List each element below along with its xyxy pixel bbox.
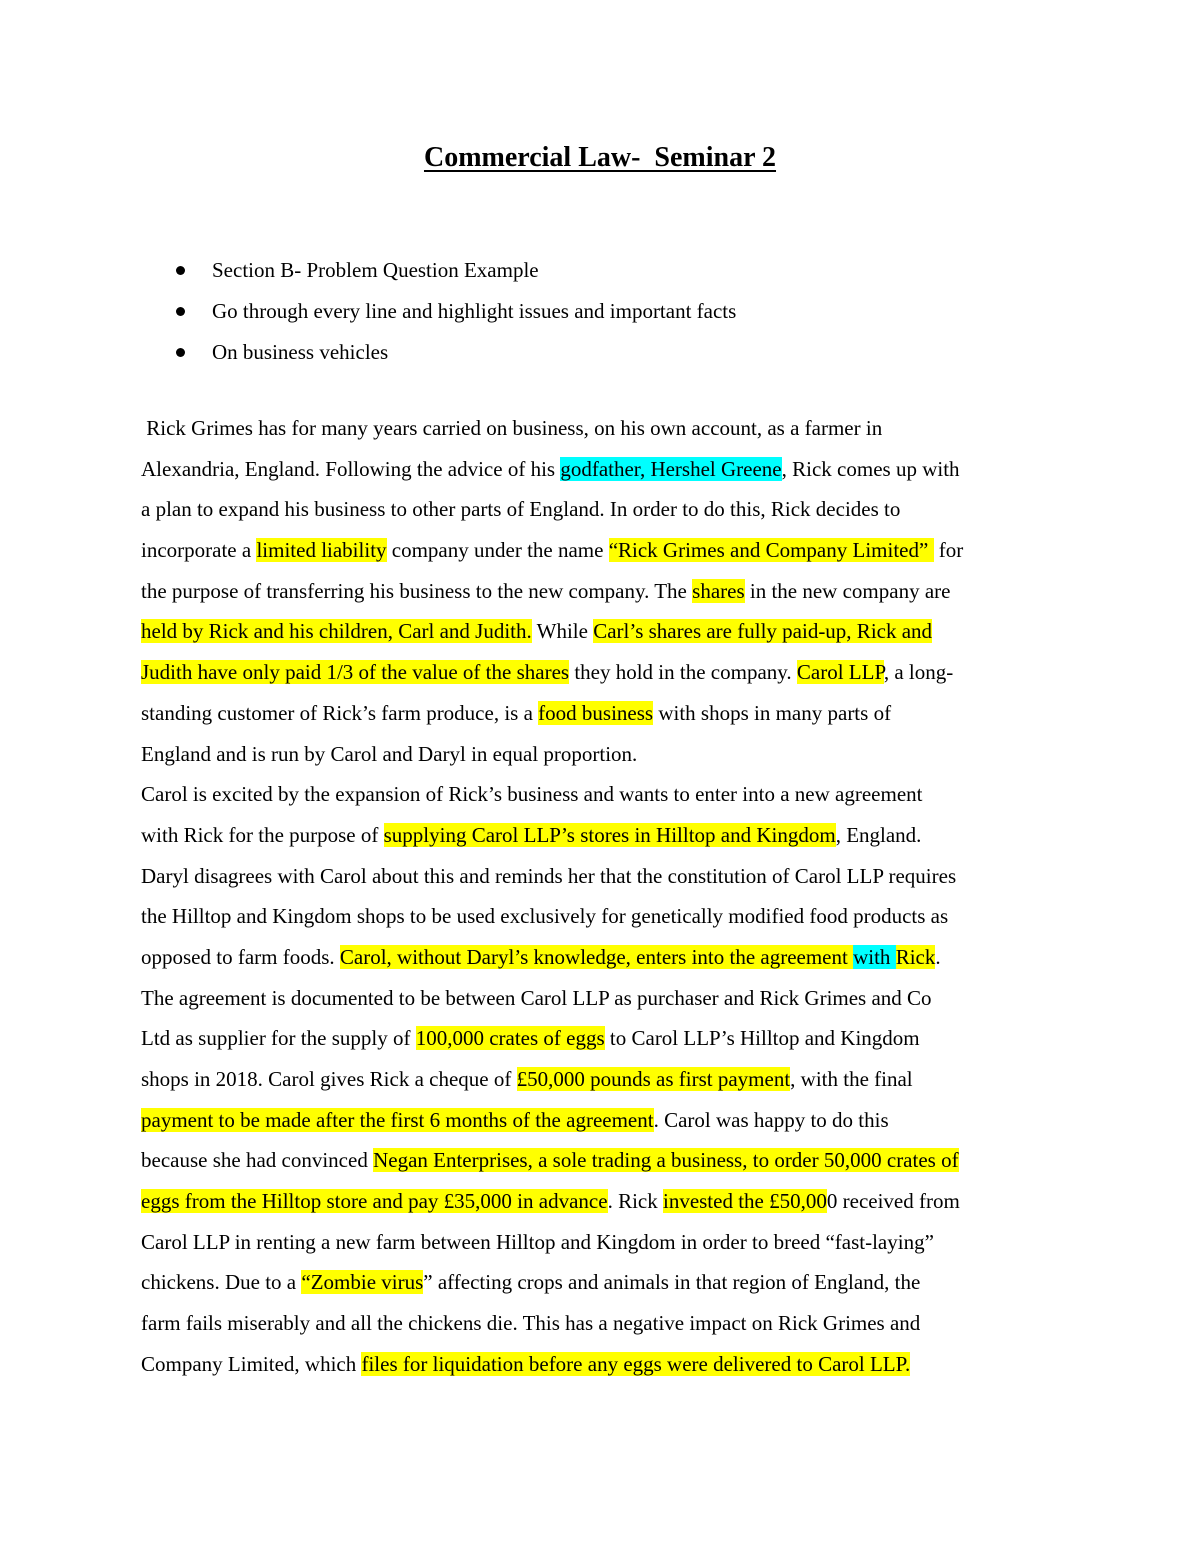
highlighted-text-yellow: invested the £50,00 xyxy=(662,1189,827,1214)
text-segment: . Carol was happy to do this xyxy=(653,1107,889,1132)
text-line xyxy=(141,1140,1071,1181)
text-segment: Carol LLP in renting a new farm between Hilltop and Kingdom in order to breed “fast-laying” xyxy=(141,1229,934,1254)
bullet-item xyxy=(168,332,736,373)
text-line xyxy=(141,571,1071,612)
text-segment: Rick Grimes has for many years carried on business, on his own account, as a farmer in xyxy=(141,416,883,440)
text-segment: England and is run by Carol and Daryl in equal proportion. xyxy=(141,741,638,766)
highlighted-text-yellow: 100,000 crates of eggs xyxy=(415,1026,605,1051)
text-line xyxy=(141,1303,1071,1344)
text-segment: . xyxy=(935,944,941,969)
text-segment: opposed to farm foods. xyxy=(141,944,340,969)
text-segment: , with the final xyxy=(790,1067,913,1091)
text-line xyxy=(141,1222,1071,1263)
text-segment: Alexandria, England. Following the advice of his xyxy=(141,456,561,481)
text-segment: the purpose of transferring his business to the new company. The xyxy=(141,578,693,603)
highlighted-text-yellow: held by Rick and his children, Carl and Judith. xyxy=(141,619,532,644)
highlighted-text-yellow: Carol, without Daryl’s knowledge, enters into the agreement xyxy=(339,944,854,969)
text-line xyxy=(141,774,1071,815)
bullet-item xyxy=(168,291,736,332)
highlighted-text-yellow: food business xyxy=(538,700,654,725)
text-segment: While xyxy=(531,619,594,644)
highlighted-text-yellow: Negan Enterprises, a sole trading a business, to order 50,000 crates of xyxy=(373,1148,959,1173)
text-segment: company under the name xyxy=(386,538,609,563)
text-line xyxy=(141,1344,1071,1385)
text-line xyxy=(141,856,1071,897)
problem-question-text xyxy=(141,408,1071,1385)
text-segment: , Rick comes up with xyxy=(781,456,960,481)
highlighted-text-yellow: “Zombie virus xyxy=(301,1270,424,1295)
text-segment: incorporate a xyxy=(141,538,257,563)
text-segment: a plan to expand his business to other parts of England. In order to do this, Rick decides to xyxy=(141,497,901,522)
highlighted-text-yellow: Judith have only paid 1/3 of the value of the shares xyxy=(141,660,570,685)
bullet-item xyxy=(168,250,736,291)
text-line xyxy=(141,652,1071,693)
highlighted-text-yellow: payment to be made after the first 6 months of the agreement xyxy=(141,1107,654,1132)
text-segment: with Rick for the purpose of xyxy=(141,822,384,847)
text-segment: the Hilltop and Kingdom shops to be used exclusively for genetically modified food products as xyxy=(141,904,949,929)
text-line xyxy=(141,1181,1071,1222)
text-segment: Ltd as supplier for the supply of xyxy=(141,1026,416,1051)
highlighted-text-yellow: eggs from the Hilltop store and pay £35,000 in advance xyxy=(141,1189,608,1214)
text-line xyxy=(141,937,1071,978)
text-segment: . Rick xyxy=(607,1189,663,1214)
text-segment: , England. xyxy=(835,822,922,847)
text-line xyxy=(141,896,1071,937)
text-segment: Company Limited, which xyxy=(141,1351,362,1376)
text-line xyxy=(141,815,1071,856)
highlighted-text-yellow: Carl’s shares are fully paid-up, Rick and xyxy=(593,619,933,644)
text-segment: to Carol LLP’s Hilltop and Kingdom xyxy=(604,1026,920,1051)
text-line xyxy=(141,1059,1071,1100)
text-segment: they hold in the company. xyxy=(569,660,797,685)
text-segment: farm fails miserably and all the chickens die. This has a negative impact on Rick Grimes and xyxy=(141,1311,921,1336)
text-line xyxy=(141,489,1071,530)
text-segment: because she had convinced xyxy=(141,1148,374,1173)
text-segment: in the new company are xyxy=(744,578,951,603)
text-segment: with shops in many parts of xyxy=(653,700,892,725)
text-line xyxy=(141,530,1071,571)
text-line xyxy=(141,1100,1071,1141)
bullet-icon xyxy=(176,307,185,316)
text-segment: chickens. Due to a xyxy=(141,1270,302,1295)
bullet-text: On business vehicles xyxy=(212,340,389,364)
text-segment: ” affecting crops and animals in that region of England, the xyxy=(423,1270,921,1295)
highlighted-text-yellow: “Rick Grimes and Company Limited” xyxy=(608,538,934,563)
bullet-text: Go through every line and highlight issues and important facts xyxy=(212,299,737,323)
text-line xyxy=(141,408,1071,449)
text-segment: 0 received from xyxy=(826,1189,960,1214)
text-line xyxy=(141,693,1071,734)
highlighted-text-yellow: £50,000 pounds as first payment xyxy=(516,1067,791,1091)
text-line xyxy=(141,1018,1071,1059)
highlighted-text-yellow: files for liquidation before any eggs were delivered to Carol LLP. xyxy=(361,1351,911,1376)
bullet-list xyxy=(168,250,736,373)
text-line xyxy=(141,1262,1071,1303)
highlighted-text-cyan: godfather, Hershel Greene xyxy=(560,456,782,481)
highlighted-text-cyan: with xyxy=(853,944,896,969)
text-segment: Daryl disagrees with Carol about this and reminds her that the constitution of Carol LLP requires xyxy=(141,863,957,888)
highlighted-text-yellow: Carol LLP xyxy=(796,660,884,685)
bullet-icon xyxy=(176,266,185,275)
bullet-icon xyxy=(176,348,185,357)
document-title: Commercial Law- Seminar 2 xyxy=(423,142,777,173)
text-segment: The agreement is documented to be between Carol LLP as purchaser and Rick Grimes and Co xyxy=(141,985,932,1010)
highlighted-text-yellow: Rick xyxy=(895,944,936,969)
text-segment: Carol is excited by the expansion of Rick’s business and wants to enter into a new agreement xyxy=(141,782,923,807)
text-segment: shops in 2018. Carol gives Rick a cheque of xyxy=(141,1067,517,1091)
bullet-text: Section B- Problem Question Example xyxy=(212,258,539,282)
highlighted-text-yellow: limited liability xyxy=(256,538,387,563)
highlighted-text-yellow: supplying Carol LLP’s stores in Hilltop and Kingdom xyxy=(383,822,836,847)
text-segment: for xyxy=(933,538,964,563)
text-line xyxy=(141,978,1071,1019)
text-segment: standing customer of Rick’s farm produce, is a xyxy=(141,700,539,725)
highlighted-text-yellow: shares xyxy=(692,578,745,603)
text-line xyxy=(141,449,1071,490)
text-line xyxy=(141,611,1071,652)
text-segment: , a long- xyxy=(883,660,954,685)
text-line xyxy=(141,734,1071,775)
